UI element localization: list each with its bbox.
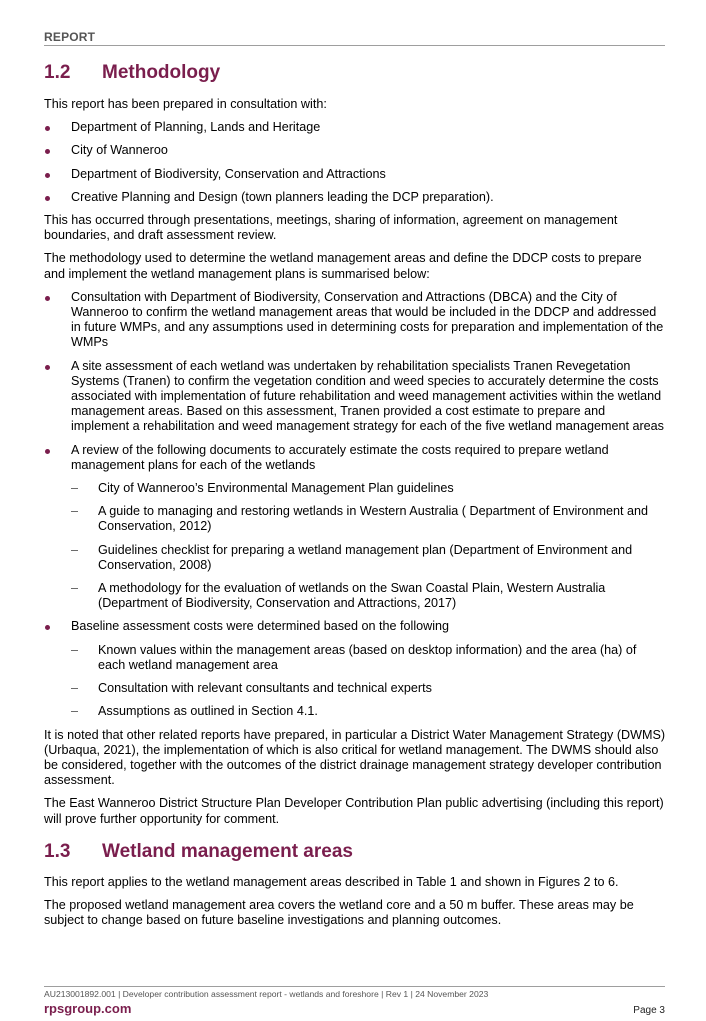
page-footer bbox=[44, 986, 665, 1016]
bullet-icon bbox=[45, 365, 50, 370]
sublist-item: – Guidelines checklist for preparing a wetland management plan (Department of Environment and Conservation, 2008) bbox=[71, 542, 633, 572]
dash-icon: – bbox=[71, 542, 79, 557]
bullet-icon bbox=[45, 196, 50, 201]
bullet-icon bbox=[45, 126, 50, 131]
sublist-item: – Known values within the management areas (based on desktop information) and the area (ha) of each wetland management area bbox=[71, 642, 637, 672]
page-header bbox=[44, 30, 665, 46]
page-content bbox=[44, 60, 666, 928]
section-heading-methodology bbox=[44, 60, 666, 86]
dash-icon: – bbox=[71, 581, 79, 596]
list-item: Baseline assessment costs were determined based on the following – Known values within the management areas (based on desktop information) and the area (ha) of each wetland management area – Consultation with relevant consultants and technical experts – Assumptions as outlined in Section 4.1. bbox=[44, 619, 666, 719]
proposed-area-paragraph: The proposed wetland management area covers the wetland core and a 50 m buffer. These areas may be subject to change based on future baseline investigations and planning outcomes. bbox=[44, 897, 634, 928]
footer-website-link[interactable]: rpsgroup.com bbox=[44, 1001, 132, 1016]
dash-icon: – bbox=[71, 681, 79, 696]
methodology-paragraph: The methodology used to determine the wetland management areas and define the DDCP costs to prepare and implement the wetland management plans is summarised below: bbox=[44, 251, 642, 281]
bullet-icon bbox=[45, 173, 50, 178]
sublist-item: – Assumptions as outlined in Section 4.1. bbox=[71, 704, 318, 719]
section-title: Methodology bbox=[102, 62, 221, 83]
sublist-item: – A methodology for the evaluation of wetlands on the Swan Coastal Plain, Western Australia (Department of Biodiversity, Conservation and Attractions, 2017) bbox=[71, 581, 606, 611]
list-item: Department of Planning, Lands and Heritage bbox=[44, 120, 666, 135]
sublist-item: – City of Wanneroo’s Environmental Management Plan guidelines bbox=[71, 481, 454, 496]
related-reports-paragraph: It is noted that other related reports have prepared, in particular a District Water Management Strategy (DWMS) (Urbaqua, 2021), the implementation of which is also critical for wetland management. The DWMS should also be considered, together with the outcomes of the district drainage management strategy developer contribution assessment. bbox=[44, 727, 666, 788]
baseline-sublist bbox=[71, 643, 666, 720]
list-item: Creative Planning and Design (town planners leading the DCP preparation). bbox=[44, 190, 666, 205]
consultation-paragraph: This has occurred through presentations, meetings, sharing of information, agreement on management boundaries, and draft assessment review. bbox=[44, 213, 618, 243]
consultee-list bbox=[44, 120, 666, 205]
section-heading-wetland-areas bbox=[44, 839, 666, 865]
documents-sublist bbox=[71, 481, 666, 611]
intro-paragraph: This report has been prepared in consultation with: bbox=[44, 97, 327, 111]
advertising-paragraph: The East Wanneroo District Structure Plan Developer Contribution Plan public advertising (including this report) will prove further opportunity for comment. bbox=[44, 796, 664, 826]
list-item: Department of Biodiversity, Conservation and Attractions bbox=[44, 167, 666, 182]
section-number: 1.3 bbox=[44, 840, 71, 862]
bullet-icon bbox=[45, 149, 50, 154]
methodology-steps-list bbox=[44, 290, 666, 720]
bullet-icon bbox=[45, 296, 50, 301]
sublist-item: – Consultation with relevant consultants and technical experts bbox=[71, 681, 432, 696]
section-number: 1.2 bbox=[44, 62, 71, 83]
dash-icon: – bbox=[71, 642, 79, 657]
dash-icon: – bbox=[71, 704, 79, 719]
list-item: Consultation with Department of Biodiversity, Conservation and Attractions (DBCA) and the City of Wanneroo to confirm the wetland management areas that would be included in the DDCP and addressed in future WMPs, and any assumptions used in determining costs for preparation and implementation of the WMPs bbox=[44, 290, 666, 351]
bullet-icon bbox=[45, 449, 50, 454]
applies-paragraph: This report applies to the wetland management areas described in Table 1 and shown in Figures 2 to 6. bbox=[44, 874, 619, 889]
dash-icon: – bbox=[71, 481, 79, 496]
footer-reference: AU213001892.001 | Developer contribution assessment report - wetlands and foreshore | Rev 1 | 24 November 2023 bbox=[44, 989, 489, 999]
dash-icon: – bbox=[71, 504, 79, 519]
section-title: Wetland management areas bbox=[102, 840, 353, 862]
header-label: REPORT bbox=[44, 30, 96, 44]
list-item: A review of the following documents to accurately estimate the costs required to prepare wetland management plans for each of the wetlands – City of Wanneroo’s Environmental Management Plan guidelines – A guide to managing and restoring wetlands in Western Australia ( Department of Environment and Conservation, 2012) – Guidelines checklist for preparing a wetland management plan (Department of Environment and Conservation, 2008) – A methodology for the evaluation of wetlands on the Swan Coastal Plain, Western Australia (Department of Biodiversity, Conservation and Attractions, 2017) bbox=[44, 443, 666, 612]
page-number: Page 3 bbox=[633, 1005, 665, 1016]
list-item: A site assessment of each wetland was undertaken by rehabilitation specialists Tranen Revegetation Systems (Tranen) to confirm the vegetation condition and weed species to accurately determine the costs associated with implementation of future rehabilitation and weed management activities within the wetland management areas. Based on this assessment, Tranen provided a cost estimate to prepare and implement a rehabilitation and weed management strategy for each of the five wetland management areas bbox=[44, 359, 666, 435]
list-item: City of Wanneroo bbox=[44, 143, 666, 158]
bullet-icon bbox=[45, 625, 50, 630]
sublist-item: – A guide to managing and restoring wetlands in Western Australia ( Department of Environment and Conservation, 2012) bbox=[71, 504, 649, 534]
